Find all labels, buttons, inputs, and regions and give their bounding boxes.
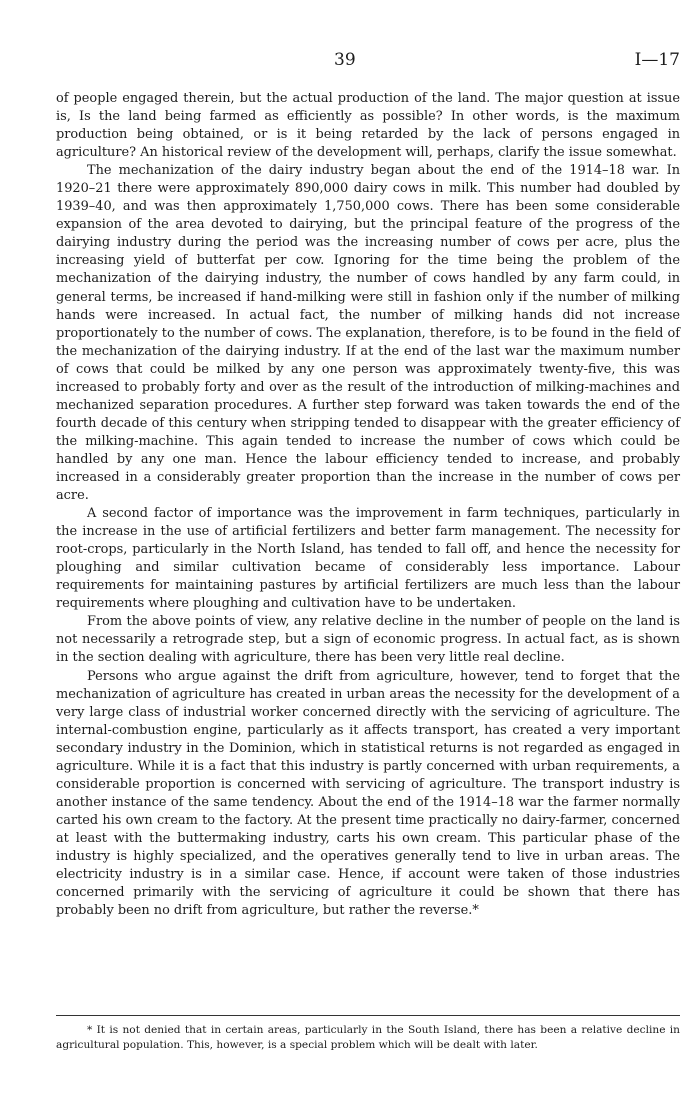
footnote: * It is not denied that in certain areas, particularly in the South Island, there has been a relative decline in agricultural population. This, however, is a special problem which will be dealt with later.: [56, 1024, 680, 1051]
footnote-divider: [56, 1015, 680, 1016]
paragraph-economic-progress: From the above points of view, any relative decline in the number of people on the land is not necessarily a retrograde step, but a sign of economic progress. In actual fact, as is shown in the section dealing with agriculture, there has been very little real decline.: [56, 614, 680, 666]
paragraph-continued: of people engaged therein, but the actual production of the land. The major question at issue is, Is the land being farmed as efficiently as possible? In other words, is the maximum production being obtained, or is it being retarded by the lack of persons engaged in agriculture? An historical review of the development will, perhaps, clarify the issue somewhat.: [56, 91, 680, 161]
paragraph-dairy-mechanization: The mechanization of the dairy industry began about the end of the 1914–18 war. In 1920–21 there were approximately 890,000 dairy cows in milk. This number had doubled by 1939–40, and was then approximately 1,750,000 cows. There has been some considerable expansion of the area devoted to dairying, but the principal feature of the progress of the dairying industry during the period was the increasing number of cows per acre, plus the increasing yield of butterfat per cow. Ignoring for the time being the problem of the mechanization of the dairying industry, the number of cows handled by any farm could, in general terms, be increased if hand-milking were still in fashion only if the number of milking hands were increased. In actual fact, the number of milking hands did not increase proportionately to the number of cows. The explanation, therefore, is to be found in the field of the mechanization of the dairying industry. If at the end of the last war the maximum number of cows that could be milked by any one person was approximately twenty-five, this was increased to probably forty and over as the result of the introduction of milking-machines and mechanized separation procedures. A further step forward was taken towards the end of the fourth decade of this century when stripping tended to disappear with the greater efficiency of the milking-machine. This again tended to increase the number of cows which could be handled by any one man. Hence the labour efficiency tended to increase, and probably increased in a considerably greater proportion than the increase in the number of cows per acre.: [56, 163, 680, 504]
paragraph-farm-techniques: A second factor of importance was the improvement in farm techniques, particularly in the increase in the use of artificial fertilizers and better farm management. The necessity for root-crops, particularly in the North Island, has tended to fall off, and hence the necessity for ploughing and similar cultivation became of considerably less importance. Labour requirements for maintaining pastures by artificial fertilizers are much less than the labour requirements where ploughing and cultivation have to be undertaken.: [56, 506, 680, 612]
section-reference: I—17: [634, 50, 680, 70]
body-text: [56, 90, 680, 920]
paragraph-drift-from-agriculture: Persons who argue against the drift from agriculture, however, tend to forget that the mechanization of agriculture has created in urban areas the necessity for the development of a very large class of industrial worker concerned directly with the servicing of agriculture. The internal-combustion engine, particularly as it affects transport, has created a very important secondary industry in the Dominion, which in statistical returns is not regarded as engaged in agriculture. While it is a fact that this industry is partly concerned with urban requirements, a considerable proportion is concerned with servicing of agriculture. The transport industry is another instance of the same tendency. About the end of the 1914–18 war the farmer normally carted his own cream to the factory. At the present time practically no dairy-farmer, concerned at least with the buttermaking industry, carts his own cream. This particular phase of the industry is highly specialized, and the operatives generally tend to live in urban areas. The electricity industry is in a similar case. Hence, if account were taken of those industries concerned primarily with the servicing of agriculture it could be shown that there has probably been no drift from agriculture, but rather the reverse.*: [56, 668, 680, 919]
page-number: 39: [334, 50, 356, 70]
page-header: [0, 50, 700, 72]
